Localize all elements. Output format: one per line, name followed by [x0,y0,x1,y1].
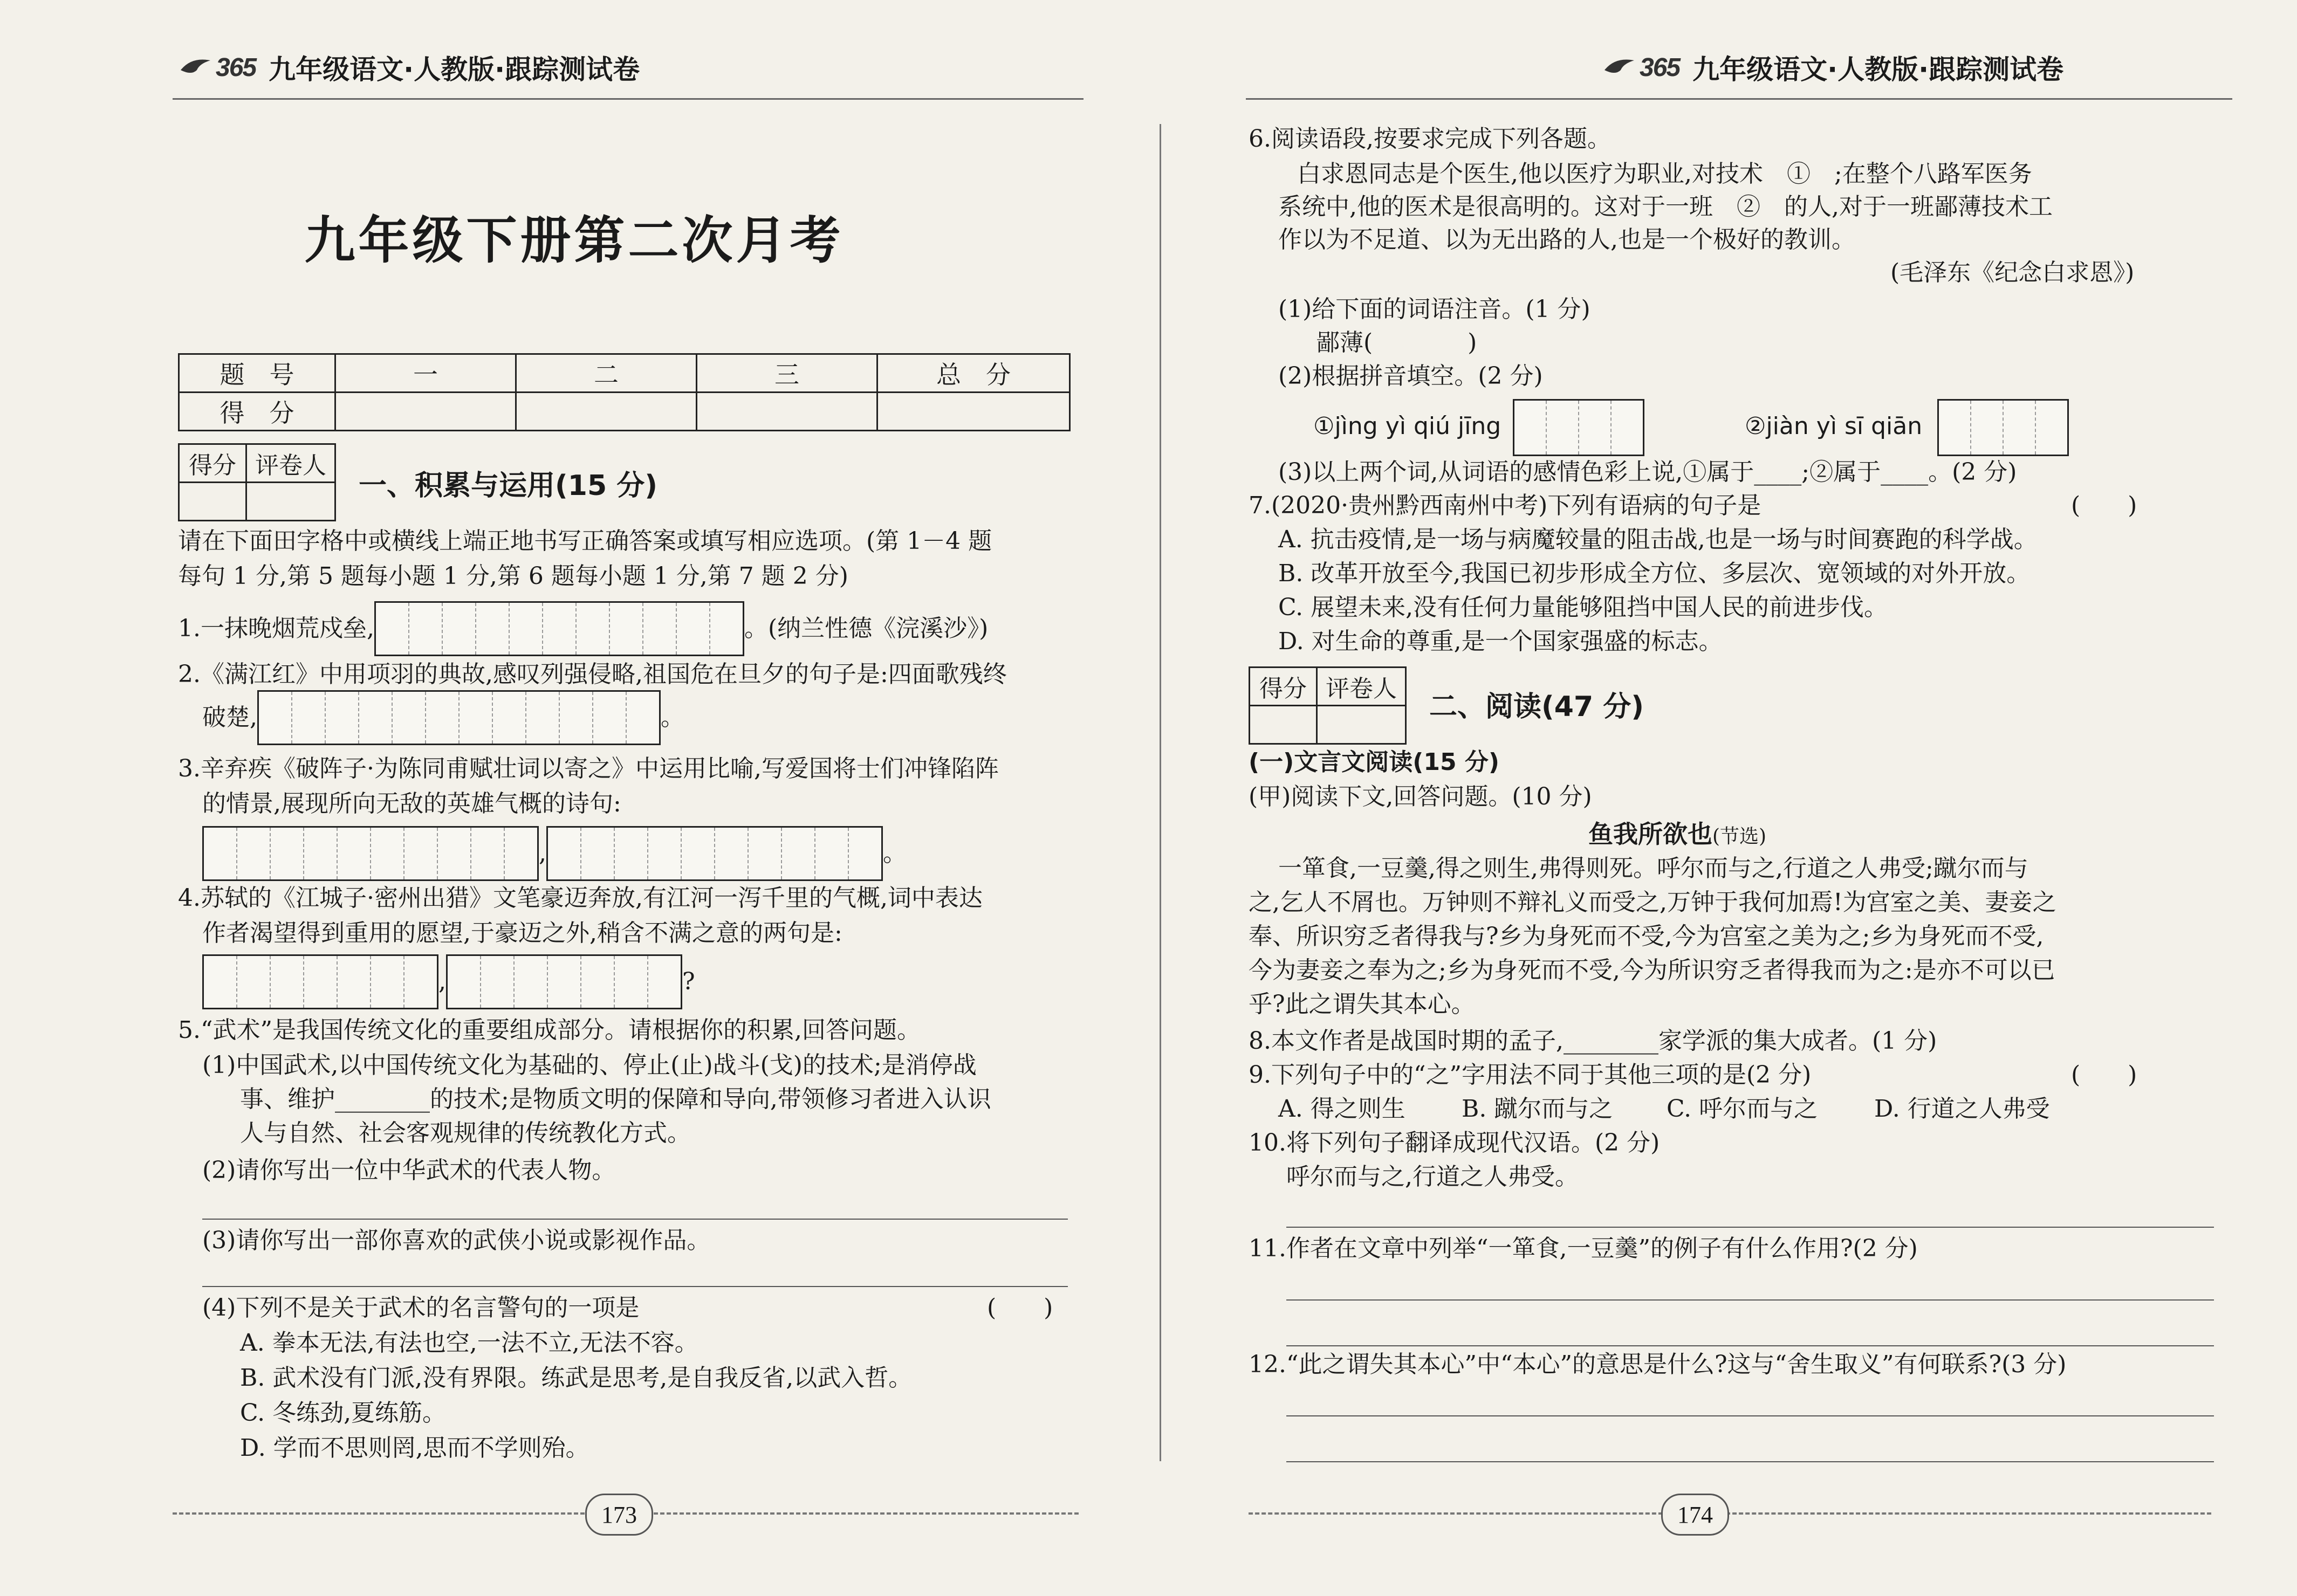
instructions-line: 请在下面田字格中或横线上端正地书写正确答案或填写相应选项。(第 1－4 题 [178,527,992,555]
question-5-text: 5.“武术”是我国传统文化的重要组成部分。请根据你的积累,回答问题。 [178,1016,921,1044]
question-6-1-word[interactable]: 鄙薄( ) [1316,329,1477,356]
question-6-1: (1)给下面的词语注音。(1 分) [1278,295,1590,323]
score-header-cell: 一 [335,354,516,393]
page-title: 九年级下册第二次月考 [304,211,844,270]
answer-grid[interactable] [546,826,883,881]
bird-icon [178,54,216,81]
footer-rule [1726,1512,2211,1515]
passage-title: 鱼我所欲也 [1588,820,1712,849]
passage-line: 一箪食,一豆羹,得之则生,弗得则死。呼尔而与之,行道之人弗受;蹴尔而与 [1278,855,2028,882]
answer-grid[interactable] [374,601,744,656]
question-5-1: 事、维护________的技术;是物质文明的保障和导向,带领修习者进入认识 [240,1085,991,1113]
option-b: B. 改革开放至今,我国已初步形成全方位、多层次、宽领域的对外开放。 [1278,560,2031,587]
answer-grid[interactable] [1937,399,2069,456]
question-9: 9.下列句子中的“之”字用法不同于其他三项的是(2 分) [1249,1061,1812,1089]
pinyin-1: ①jìng yì qiú jīng [1313,412,1501,440]
footer-rule [173,1512,604,1515]
page-number: 174 [1661,1494,1729,1536]
answer-line[interactable] [1286,1345,2214,1346]
answer-grid[interactable] [202,826,539,881]
section-title: 一、积累与运用(15 分) [359,470,657,502]
answer-line[interactable] [1286,1461,2214,1462]
question-3-text: 3.辛弃疾《破阵子·为陈同甫赋壮词以寄之》中运用比喻,写爱国将士们冲锋陷阵 [178,755,999,782]
question-5-1: (1)中国武术,以中国传统文化为基础的、停止(止)战斗(戈)的技术;是消停战 [202,1051,977,1079]
score-cell[interactable] [516,393,697,431]
question-6-intro: 6.阅读语段,按要求完成下列各题。 [1249,125,1611,153]
question-text: 。(纳兰性德《浣溪沙》) [744,614,989,642]
question-2-text: 2.《满江红》中用项羽的典故,感叹列强侵略,祖国危在旦夕的句子是:四面歌残终 [178,661,1007,688]
footer-rule [1249,1512,1669,1515]
question-text: , [539,839,546,867]
question-8: 8.本文作者是战国时期的孟子,________家学派的集大成者。(1 分) [1249,1027,1937,1055]
pinyin-2: ②jiàn yì sī qiān [1745,412,1923,440]
option-c: C. 呼尔而与之 [1667,1095,1818,1123]
answer-grid[interactable] [257,690,661,745]
header-title: 九年级语文·人教版·跟踪测试卷 [1692,54,2064,85]
passage-line: 作以为不足道、以为无出路的人,也是一个极好的教训。 [1278,226,1855,253]
option-c: C. 冬练劲,夏练筋。 [240,1399,447,1427]
grader-box [1249,666,1407,745]
passage-line: 奉、所识穷乏者得我与?乡为身死而不受,今为宫室之美为之;乡为身死而不受, [1249,923,2044,950]
grader-label: 得分 [1250,668,1317,706]
reading-instruction: (甲)阅读下文,回答问题。(10 分) [1249,783,1592,810]
question-12: 12.“此之谓失其本心”中“本心”的意思是什么?这与“舍生取义”有何联系?(3 分) [1249,1351,2067,1378]
question-1 [178,601,988,656]
publisher-logo [178,53,256,82]
option-d: D. 学而不思则罔,思而不学则殆。 [240,1434,589,1462]
answer-paren[interactable]: ( ) [987,1294,1053,1322]
score-cell[interactable] [697,393,877,431]
question-4 [202,954,695,1009]
publisher-logo [1602,53,1679,82]
option-a: A. 得之则生 [1278,1095,1405,1123]
option-a: A. 拳本无法,有法也空,一法不立,无法不容。 [240,1329,698,1357]
passage-line: 白求恩同志是个医生,他以医疗为职业,对技术 ① ;在整个八路军医务 [1297,160,2032,188]
grader-label: 得分 [179,444,246,483]
answer-line[interactable] [1286,1227,2214,1228]
answer-paren[interactable]: ( ) [2071,492,2137,519]
bird-icon [1602,54,1640,81]
header-rule [173,98,1084,100]
score-row-label: 得 分 [179,393,335,431]
left-header [178,46,640,89]
header-title: 九年级语文·人教版·跟踪测试卷 [269,54,640,85]
page-number: 173 [585,1494,653,1536]
question-6-2: (2)根据拼音填空。(2 分) [1278,362,1543,390]
score-cell[interactable] [335,393,516,431]
score-cell[interactable] [877,393,1070,431]
answer-paren[interactable]: ( ) [2071,1061,2137,1089]
grader-score-cell[interactable] [1250,706,1317,744]
question-4-text: 作者渴望得到重用的愿望,于豪迈之外,稍含不满之意的两句是: [202,919,842,947]
left-page [0,0,1148,1596]
question-text: , [438,967,446,995]
footer-rule [647,1512,1079,1515]
answer-line[interactable] [1286,1299,2214,1301]
subsection-title: (一)文言文阅读(15 分) [1249,748,1499,776]
score-header-cell: 总 分 [877,354,1070,393]
question-text: 。 [661,703,684,731]
question-3-text: 的情景,展现所向无敌的英雄气概的诗句: [202,790,621,817]
question-10-sentence: 呼尔而与之,行道之人弗受。 [1286,1163,1579,1191]
question-5-1: 人与自然、社会客观规律的传统教化方式。 [240,1119,691,1147]
answer-line[interactable] [202,1219,1068,1220]
grader-label: 评卷人 [1317,668,1406,706]
instructions-line: 每句 1 分,第 5 题每小题 1 分,第 6 题每小题 1 分,第 7 题 2 分) [178,562,848,590]
option-d: D. 行道之人弗受 [1874,1095,2050,1123]
grader-name-cell[interactable] [246,483,335,521]
right-header [1602,46,2063,89]
option-b: B. 蹴尔而与之 [1462,1095,1613,1123]
grader-box [178,443,336,521]
question-3 [202,826,907,881]
right-page [1149,0,2297,1596]
option-c: C. 展望未来,没有任何力量能够阻挡中国人民的前进步伐。 [1278,594,1888,621]
answer-line[interactable] [1286,1415,2214,1416]
answer-grid[interactable] [446,954,682,1009]
score-header-cell: 题 号 [179,354,335,393]
grader-label: 评卷人 [246,444,335,483]
question-text: 1.一抹晚烟荒戍垒, [178,614,374,642]
logo-number: 365 [216,53,256,82]
score-header-cell: 三 [697,354,877,393]
question-6-3: (3)以上两个词,从词语的感情色彩上说,①属于____;②属于____。(2 分) [1278,458,2017,486]
grader-name-cell[interactable] [1317,706,1406,744]
question-5-3: (3)请你写出一部你喜欢的武侠小说或影视作品。 [202,1227,711,1254]
passage-line: 之,乞人不屑也。万钟则不辩礼义而受之,万钟于我何加焉!为宫室之美、妻妾之 [1249,889,2056,916]
question-5-2: (2)请你写出一位中华武术的代表人物。 [202,1157,616,1184]
question-10: 10.将下列句子翻译成现代汉语。(2 分) [1249,1129,1660,1157]
passage-source: (毛泽东《纪念白求恩》) [1890,259,2135,286]
grader-score-cell[interactable] [179,483,246,521]
passage-title-block [1588,820,1766,850]
score-table [178,353,1071,431]
question-text: ? [682,967,695,995]
question-7: 7.(2020·贵州黔西南州中考)下列有语病的句子是 [1249,492,1761,519]
option-a: A. 抗击疫情,是一场与病魔较量的阻击战,也是一场与时间赛跑的科学战。 [1278,526,2038,553]
question-4-text: 4.苏轼的《江城子·密州出猎》文笔豪迈奔放,有江河一泻千里的气概,词中表达 [178,884,983,912]
score-header-cell: 二 [516,354,697,393]
passage-line: 系统中,他的医术是很高明的。这对于一班 ② 的人,对于一班鄙薄技术工 [1278,193,2053,221]
answer-line[interactable] [202,1286,1068,1287]
option-d: D. 对生命的尊重,是一个国家强盛的标志。 [1278,628,1723,655]
question-11: 11.作者在文章中列举“一箪食,一豆羹”的例子有什么作用?(2 分) [1249,1235,1918,1262]
question-text: 破楚, [202,703,257,731]
passage-note: (节选) [1712,825,1767,848]
option-b: B. 武术没有门派,没有界限。练武是思考,是自我反省,以武入哲。 [240,1364,913,1392]
logo-number: 365 [1640,53,1680,82]
answer-grid[interactable] [1513,399,1644,456]
answer-grid[interactable] [202,954,438,1009]
header-rule [1246,98,2232,100]
passage-line: 今为妻妾之奉为之;乡为身死而不受,今为所识穷乏者得我而为之:是亦不可以已 [1249,957,2055,984]
question-2 [202,690,684,745]
question-text: 。 [883,839,907,867]
section-title: 二、阅读(47 分) [1429,691,1644,723]
passage-line: 乎?此之谓失其本心。 [1249,990,1475,1018]
question-5-4: (4)下列不是关于武术的名言警句的一项是 [202,1294,640,1322]
